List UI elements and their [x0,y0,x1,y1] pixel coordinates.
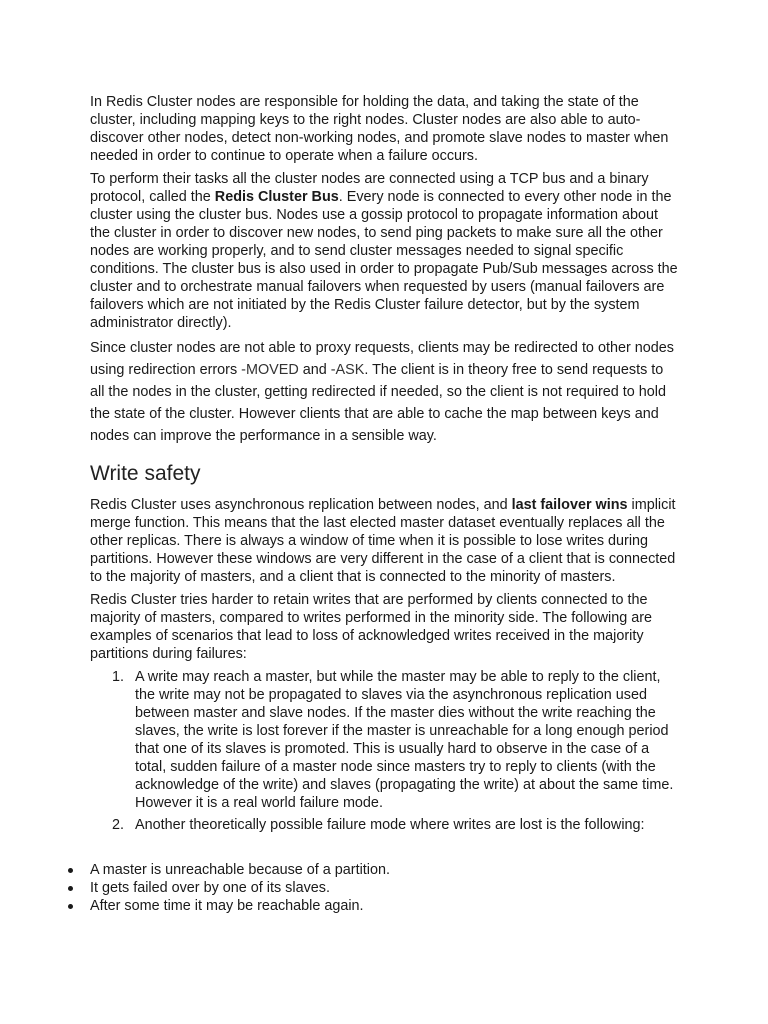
intro-p3-text-a: Since cluster nodes are not able to proxy requests, clients may be redirected to other nodes using redirection errors [90,340,674,378]
intro-paragraph-2 [90,170,680,332]
bullet-icon [68,868,73,873]
bullet-text: It gets failed over by one of its slaves. [90,880,330,896]
list-item-number: 2. [112,817,125,833]
list-item [68,879,688,897]
intro-p3-text-b: . The client is in theory free to send requests to all the nodes in the cluster, getting redirected if needed, so the client is not required to hold the state of the cluster. However clients that are able to cache the map between keys and nodes can improve the performance in a sensible way. [90,362,666,444]
bullet-text: A master is unreachable because of a partition. [90,862,390,878]
write-safety-paragraph-1 [90,496,680,586]
section-heading-write-safety: Write safety [90,462,201,485]
ws-p1-text-a: Redis Cluster uses asynchronous replication between nodes, and [90,497,512,513]
failure-scenario-list [90,668,680,834]
list-item [68,897,688,915]
intro-paragraph-1: In Redis Cluster nodes are responsible for holding the data, and taking the state of the cluster, including mapping keys to the right nodes. Cluster nodes are also able to auto-discover other nodes, detect non-working nodes, and promote slave nodes to master when needed in order to continue to operate when a failure occurs. [90,94,669,164]
bullet-icon [68,886,73,891]
ws-p1-text-b: implicit merge function. This means that the last elected master dataset eventually replaces all the other replicas. There is always a window of time when it is possible to lose writes during partitions. However these windows are very different in the case of a client that is connected to the majority of masters, and a client that is connected to the minority of masters. [90,497,676,585]
list-item [90,816,680,834]
failure-steps-bullet-list [68,861,688,915]
intro-p3-and: and [298,362,331,378]
intro-p2-text-a: To perform their tasks all the cluster nodes are connected using a TCP bus and a binary protocol, called the [90,171,649,205]
redis-cluster-bus-term: Redis Cluster Bus [214,189,339,205]
bullet-icon [68,904,73,909]
document-body [90,93,680,838]
ask-error-term: -ASK [330,362,365,378]
last-failover-wins-term: last failover wins [511,497,628,513]
write-safety-paragraph-2: Redis Cluster tries harder to retain writes that are performed by clients connected to the majority of masters, compared to writes performed in the minority side. The following are examples of scenarios that lead to loss of acknowledged writes received in the majority partitions during failures: [90,592,652,662]
moved-error-term: -MOVED [241,362,299,378]
intro-p2-text-b: . Every node is connected to every other node in the cluster using the cluster bus. Nodes use a gossip protocol to propagate information about the cluster in order to discover new nodes, to send ping packets to make sure all the other nodes are working properly, and to send cluster messages needed to signal specific conditions. The cluster bus is also used in order to propagate Pub/Sub messages across the cluster and to orchestrate manual failovers when requested by users (manual failovers are failovers which are not initiated by the Redis Cluster failure detector, but by the system administrator directly). [90,189,678,331]
list-item-text: A write may reach a master, but while the master may be able to reply to the client, the write may not be propagated to slaves via the asynchronous replication used between master and slave nodes. If the master dies without the write reaching the slaves, the write is lost forever if the master is unreachable for a long enough period that one of its slaves is promoted. This is usually hard to observe in the case of a total, sudden failure of a master node since masters try to reply to clients (with the acknowledge of the write) and slaves (propagating the write) at about the same time. However it is a real world failure mode. [135,669,674,811]
intro-paragraph-3 [90,337,680,447]
bullet-text: After some time it may be reachable again. [90,898,364,914]
list-item [68,861,688,879]
list-item [90,668,680,812]
list-item-text: Another theoretically possible failure mode where writes are lost is the following: [135,817,645,833]
list-item-number: 1. [112,669,125,685]
